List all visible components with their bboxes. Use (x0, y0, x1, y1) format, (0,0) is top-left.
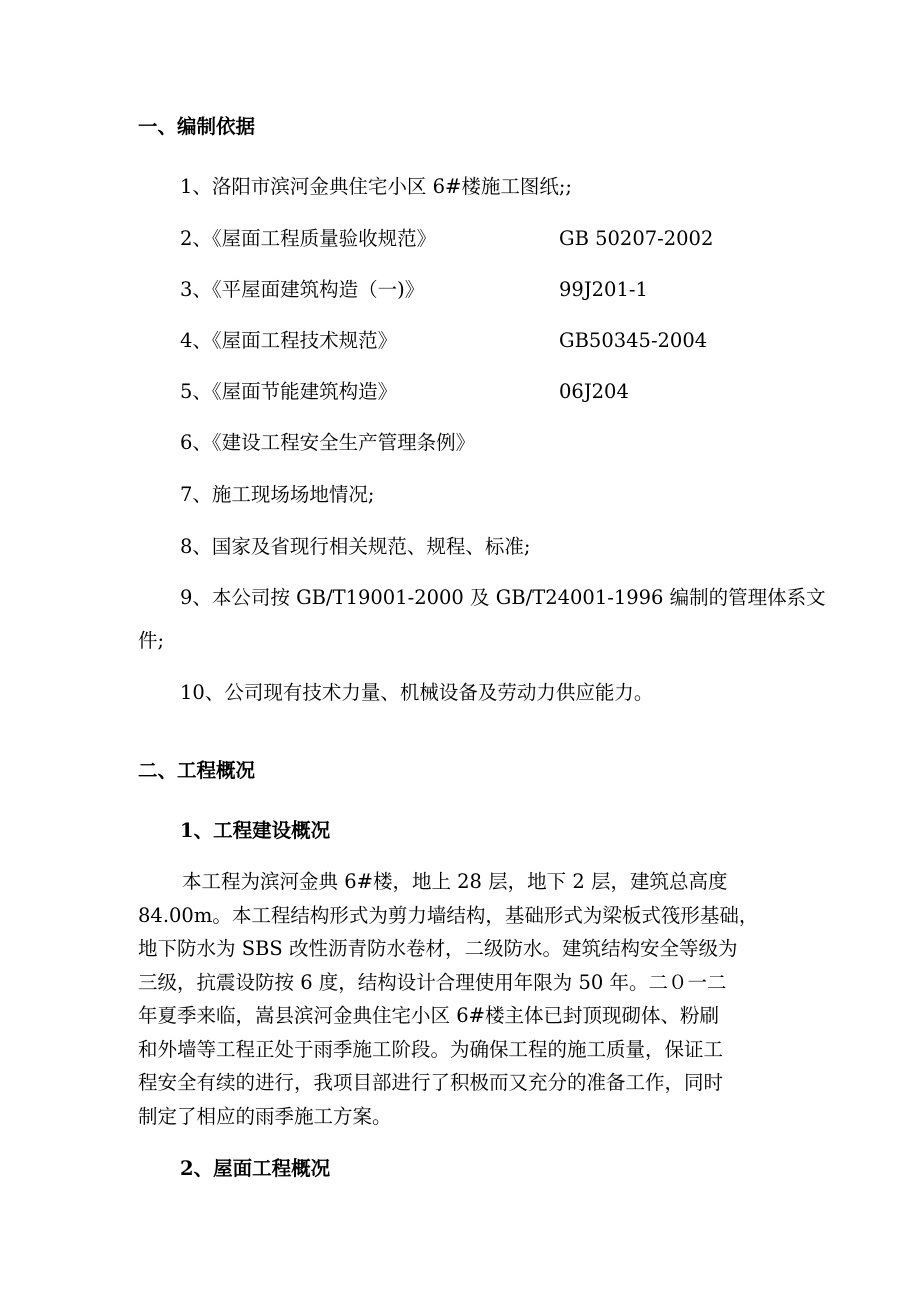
basis-item-7 (180, 482, 374, 508)
basis-item-1-text: 1、洛阳市滨河金典住宅小区 6#楼施工图纸;; (180, 175, 572, 198)
basis-item-9-line2: 件; (138, 629, 165, 652)
paragraph-line: 和外墙等工程正处于雨季施工阶段。为确保工程的施工质量，保证工 (138, 1037, 724, 1061)
paragraph-line: 程安全有续的进行，我项目部进行了积极而又充分的准备工作，同时 (138, 1071, 724, 1094)
paragraph-line: 制定了相应的雨季施工方案。 (138, 1104, 392, 1128)
project-overview-subtitle: 1、工程建设概况 (180, 819, 331, 842)
section1-title: 一、编制依据 (138, 115, 256, 138)
basis-item-3 (180, 277, 648, 303)
basis-item-6 (180, 430, 475, 456)
basis-item-1 (180, 174, 572, 200)
paragraph-line: 年夏季来临，嵩县滨河金典住宅小区 6#楼主体已封顶现砌体、粉刷 (138, 1004, 719, 1027)
paragraph-line: 三级，抗震设防按 6 度，结构设计合理使用年限为 50 年。二０一二 (138, 970, 727, 994)
section2-title: 二、工程概况 (138, 759, 256, 782)
paragraph-line: 84.00m。本工程结构形式为剪力墙结构，基础形式为梁板式筏形基础， (138, 903, 759, 927)
basis-item-4 (180, 328, 708, 354)
basis-item-2 (180, 226, 714, 252)
basis-item-10: 10、公司现有技术力量、机械设备及劳动力供应能力。 (180, 681, 654, 704)
basis-item-8 (180, 534, 530, 560)
basis-item-4-code: GB50345-2004 (559, 329, 708, 352)
basis-item-6-text: 6、《建设工程安全生产管理条例》 (180, 431, 476, 454)
paragraph-line: 地下防水为 SBS 改性沥青防水卷材，二级防水。建筑结构安全等级为 (138, 937, 738, 960)
basis-item-4-text: 4、《屋面工程技术规范》 (180, 329, 398, 352)
basis-item-2-code: GB 50207-2002 (559, 227, 714, 250)
paragraph-line: 本工程为滨河金典 6#楼，地上 28 层，地下 2 层，建筑总高度 (182, 870, 728, 893)
basis-item-7-text: 7、施工现场场地情况; (180, 483, 375, 506)
roof-overview-subtitle: 2、屋面工程概况 (180, 1157, 331, 1180)
basis-item-3-code: 99J201-1 (559, 278, 648, 301)
basis-item-9-line1: 9、本公司按 GB/T19001-2000 及 GB/T24001-1996 编制的管理体系文 (180, 586, 826, 609)
basis-item-5-text: 5、《屋面节能建筑构造》 (180, 380, 398, 403)
project-overview-paragraph (138, 865, 778, 1133)
basis-item-3-text: 3、《平屋面建筑构造（一)》 (180, 278, 425, 301)
basis-item-2-text: 2、《屋面工程质量验收规范》 (180, 227, 437, 250)
basis-item-5-code: 06J204 (559, 380, 629, 403)
basis-item-5 (180, 379, 629, 405)
basis-item-8-text: 8、国家及省现行相关规范、规程、标准; (180, 535, 531, 558)
